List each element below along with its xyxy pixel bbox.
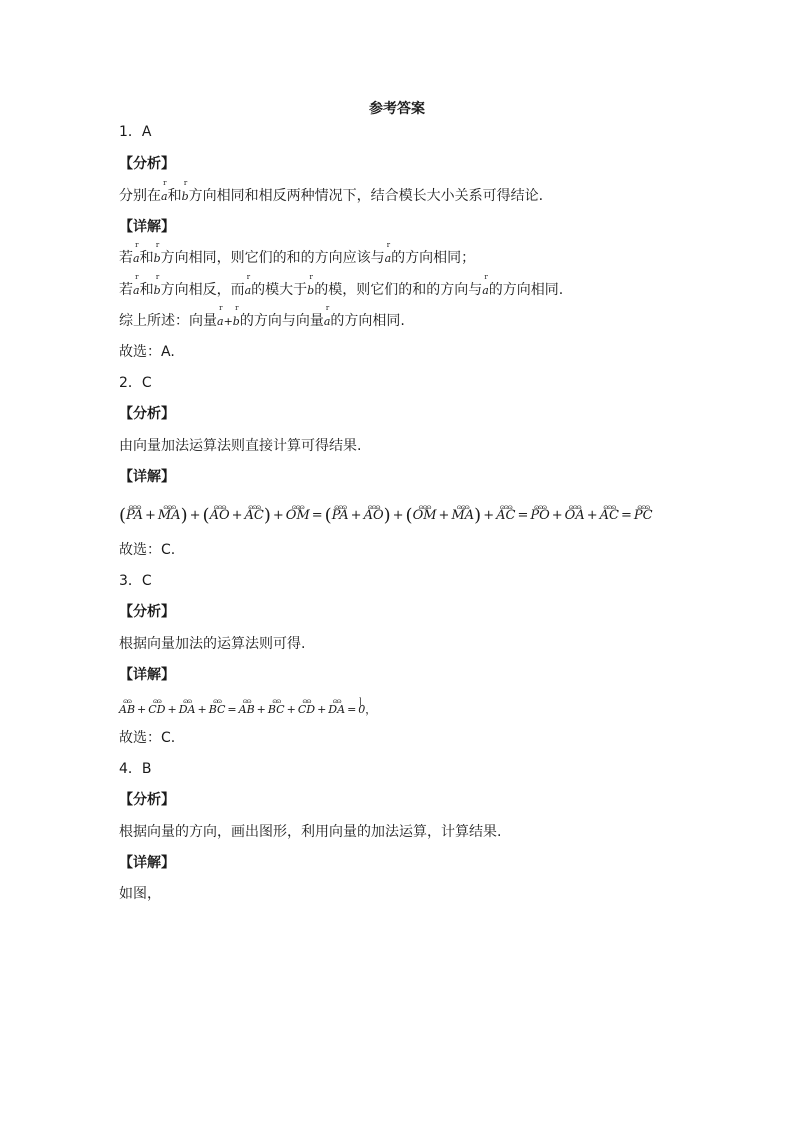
q4-analysis-text: 根据向量的方向，画出图形，利用向量的加法运算，计算结果. — [119, 824, 502, 840]
question-4-number: 4．B — [119, 761, 152, 777]
q1-d2-a: 方向相反，而 — [160, 282, 245, 298]
vec-BC: ɷɷ BC — [209, 696, 226, 720]
q1-d1-pre: 若 — [119, 250, 133, 266]
q4-analysis-tag: 【分析】 — [119, 792, 175, 808]
q3-analysis-tag: 【分析】 — [119, 604, 175, 620]
vec-AC: ɷɷɷ AC — [600, 502, 619, 526]
vector-b: r b — [232, 304, 240, 328]
vec-PA: ɷɷɷ PA — [332, 502, 349, 526]
q1-d2-pre: 若 — [119, 282, 133, 298]
q3-detail-tag: 【详解】 — [119, 667, 175, 683]
q1-analysis-body: 方向相同和相反两种情况下，结合模长大小关系可得结论. — [188, 188, 544, 204]
vec-AO: ɷɷɷ AO — [210, 502, 230, 526]
q4-detail-tag: 【详解】 — [119, 855, 175, 871]
q4-figure-text: 如图， — [119, 886, 161, 902]
vec-AB: ɷɷ AB — [239, 696, 255, 720]
vector-a: r a — [244, 273, 252, 297]
question-2-number: 2．C — [119, 375, 152, 391]
vec-CD: ɷɷ CD — [298, 696, 315, 720]
vec-PO: ɷɷɷ PO — [530, 502, 549, 526]
vec-CD: ɷɷ CD — [148, 696, 165, 720]
q1-d1-mid: 和 — [139, 250, 154, 266]
q1-d1-end: 的方向相同； — [391, 250, 476, 266]
q1-analysis-text — [119, 179, 544, 207]
q1-d2-mid: 和 — [139, 282, 154, 298]
q1-detail-line-2 — [119, 273, 564, 301]
vector-b: r b — [181, 179, 189, 203]
vector-a: r a — [384, 241, 392, 265]
vec-DA: ɷɷ DA — [179, 696, 196, 720]
vec-AO: ɷɷɷ AO — [364, 502, 384, 526]
q2-choice: 故选：C. — [119, 542, 176, 558]
question-1-number: 1．A — [119, 124, 152, 140]
vec-OM: ɷɷɷ OM — [286, 502, 310, 526]
vec-OA: ɷɷɷ OA — [565, 502, 585, 526]
q3-formula: ɷɷ AB +ɷɷ CD +ɷɷ DA +ɷɷ BC =ɷɷ AB +ɷɷ BC +ɷɷ CD +ɷɷ DA =ɭ 0， — [119, 696, 376, 720]
q1-d2-b: 的模大于 — [251, 282, 308, 298]
q2-detail-tag: 【详解】 — [119, 469, 175, 485]
q2-analysis-tag: 【分析】 — [119, 406, 175, 422]
vec-PC: ɷɷɷ PC — [634, 502, 653, 526]
q1-d2-end: 的方向相同. — [488, 282, 564, 298]
vector-a: r a — [482, 273, 489, 297]
vector-b: r b — [307, 273, 315, 297]
q1-d3-mid: 的方向与向量 — [239, 313, 324, 329]
vec-OM: ɷɷɷ OM — [413, 502, 437, 526]
q1-detail-line-3 — [119, 304, 405, 332]
q1-choice: 故选：A. — [119, 344, 175, 360]
q1-detail-line-1 — [119, 241, 476, 269]
vector-a: r a — [217, 304, 224, 328]
vector-b: r b — [153, 241, 161, 265]
vec-MA: ɷɷɷ MA — [451, 502, 474, 526]
q2-formula: (ɷɷɷ PA +ɷɷɷ MA) + (ɷɷɷ AO +ɷɷɷ AC) +ɷɷɷ OM = (ɷɷɷ PA +ɷɷɷ AO) + (ɷɷɷ OM +ɷɷɷ MA) +ɷɷɷ AC =ɷɷɷ PO +ɷɷɷ OA +ɷɷɷ AC =ɷɷɷ PC — [119, 502, 653, 526]
vec-AC: ɷɷɷ AC — [245, 502, 264, 526]
vec-AC: ɷɷɷ AC — [496, 502, 515, 526]
plus-sign: + — [223, 315, 233, 328]
vector-b: r b — [153, 273, 161, 297]
q2-analysis-text: 由向量加法运算法则直接计算可得结果. — [119, 438, 362, 454]
vector-a: r a — [323, 304, 331, 328]
vec-AB: ɷɷ AB — [119, 696, 135, 720]
q1-analysis-tag: 【分析】 — [119, 156, 175, 172]
vector-a: r a — [161, 179, 168, 203]
vec-DA: ɷɷ DA — [328, 696, 345, 720]
q1-d2-c: 的模，则它们的和的方向与 — [314, 282, 483, 298]
q1-d3-end: 的方向相同. — [330, 313, 405, 329]
question-3-number: 3．C — [119, 573, 152, 589]
q1-d3-pre: 综上所述：向量 — [119, 313, 217, 329]
q1-d1-post: 方向相同，则它们的和的方向应该与 — [160, 250, 385, 266]
page-title: 参考答案 — [369, 101, 425, 117]
formula-tail: ， — [365, 703, 377, 716]
q1-analysis-pre: 分别在 — [119, 188, 161, 204]
zero-vector: ɭ 0 — [358, 700, 365, 720]
vec-PA: ɷɷɷ PA — [126, 502, 143, 526]
vec-MA: ɷɷɷ MA — [158, 502, 181, 526]
q3-choice: 故选：C. — [119, 730, 176, 746]
vector-a: r a — [133, 241, 140, 265]
q1-and: 和 — [167, 188, 182, 204]
q3-analysis-text: 根据向量加法的运算法则可得. — [119, 636, 306, 652]
vec-BC: ɷɷ BC — [268, 696, 285, 720]
q1-detail-tag: 【详解】 — [119, 219, 175, 235]
vector-a: r a — [133, 273, 140, 297]
